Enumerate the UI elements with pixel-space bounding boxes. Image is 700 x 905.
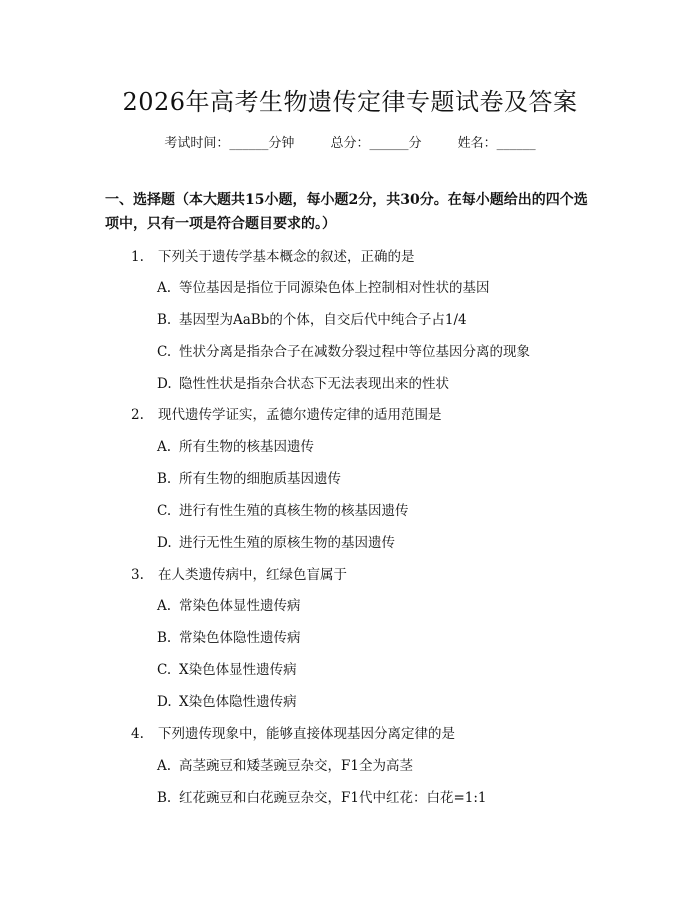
option-1c (157, 340, 530, 360)
question-text: 现代遗传学证实，孟德尔遗传定律的适用范围是 (158, 407, 442, 423)
option-4a (157, 754, 413, 774)
option-letter: B. (157, 630, 172, 646)
option-letter: C. (157, 662, 172, 678)
option-letter: D. (157, 376, 172, 392)
exam-meta (0, 132, 700, 151)
question-3 (131, 563, 347, 583)
option-3d (157, 690, 297, 710)
student-name-field: 姓名：______ (457, 136, 536, 151)
total-score-field: 总分：______分 (330, 136, 422, 151)
option-3c (157, 658, 297, 678)
question-number: 4. (131, 726, 144, 742)
option-text: 等位基因是指位于同源染色体上控制相对性状的基因 (179, 280, 490, 296)
question-number: 1. (131, 249, 144, 265)
option-letter: A. (157, 758, 172, 774)
option-text: 进行有性生殖的真核生物的核基因遗传 (179, 503, 409, 519)
option-text: X染色体显性遗传病 (179, 662, 297, 678)
section-heading: 一、选择题（本大题共15小题，每小题2分，共30分。在每小题给出的四个选项中，只有一项是符合题目要求的。） (105, 192, 588, 232)
question-2 (131, 403, 442, 423)
option-2b (157, 467, 341, 487)
option-text: 性状分离是指杂合子在减数分裂过程中等位基因分离的现象 (179, 344, 530, 360)
option-letter: A. (157, 280, 172, 296)
question-number: 2. (131, 407, 144, 423)
option-letter: A. (157, 439, 172, 455)
question-1 (131, 245, 415, 265)
option-text: 进行无性生殖的原核生物的基因遗传 (179, 535, 395, 551)
page-title: 2026年高考生物遗传定律专题试卷及答案 (122, 88, 578, 116)
option-text: 红花豌豆和白花豌豆杂交，F1代中红花：白花=1:1 (179, 790, 487, 806)
option-2d (157, 531, 395, 551)
option-text: 基因型为AaBb的个体，自交后代中纯合子占1/4 (179, 312, 467, 328)
option-2c (157, 499, 409, 519)
option-text: 所有生物的细胞质基因遗传 (179, 471, 341, 487)
option-3b (157, 626, 301, 646)
option-letter: B. (157, 790, 172, 806)
option-letter: D. (157, 694, 172, 710)
question-text: 下列关于遗传学基本概念的叙述，正确的是 (158, 249, 415, 265)
option-1d (157, 372, 449, 392)
question-text: 在人类遗传病中，红绿色盲属于 (158, 567, 347, 583)
option-text: 常染色体隐性遗传病 (179, 630, 301, 646)
option-letter: A. (157, 598, 172, 614)
question-4 (131, 722, 455, 742)
option-2a (157, 435, 314, 455)
option-text: 所有生物的核基因遗传 (179, 439, 314, 455)
option-letter: D. (157, 535, 172, 551)
option-letter: B. (157, 471, 172, 487)
question-number: 3. (131, 567, 144, 583)
option-1b (157, 308, 467, 328)
option-text: 高茎豌豆和矮茎豌豆杂交，F1全为高茎 (179, 758, 413, 774)
option-text: X染色体隐性遗传病 (179, 694, 297, 710)
option-letter: C. (157, 503, 172, 519)
option-letter: C. (157, 344, 172, 360)
question-text: 下列遗传现象中，能够直接体现基因分离定律的是 (158, 726, 455, 742)
option-letter: B. (157, 312, 172, 328)
option-3a (157, 594, 301, 614)
option-text: 常染色体显性遗传病 (179, 598, 301, 614)
option-1a (157, 276, 490, 296)
option-text: 隐性性状是指杂合状态下无法表现出来的性状 (179, 376, 449, 392)
option-4b (157, 786, 487, 806)
exam-time-field: 考试时间：______分钟 (164, 136, 295, 151)
